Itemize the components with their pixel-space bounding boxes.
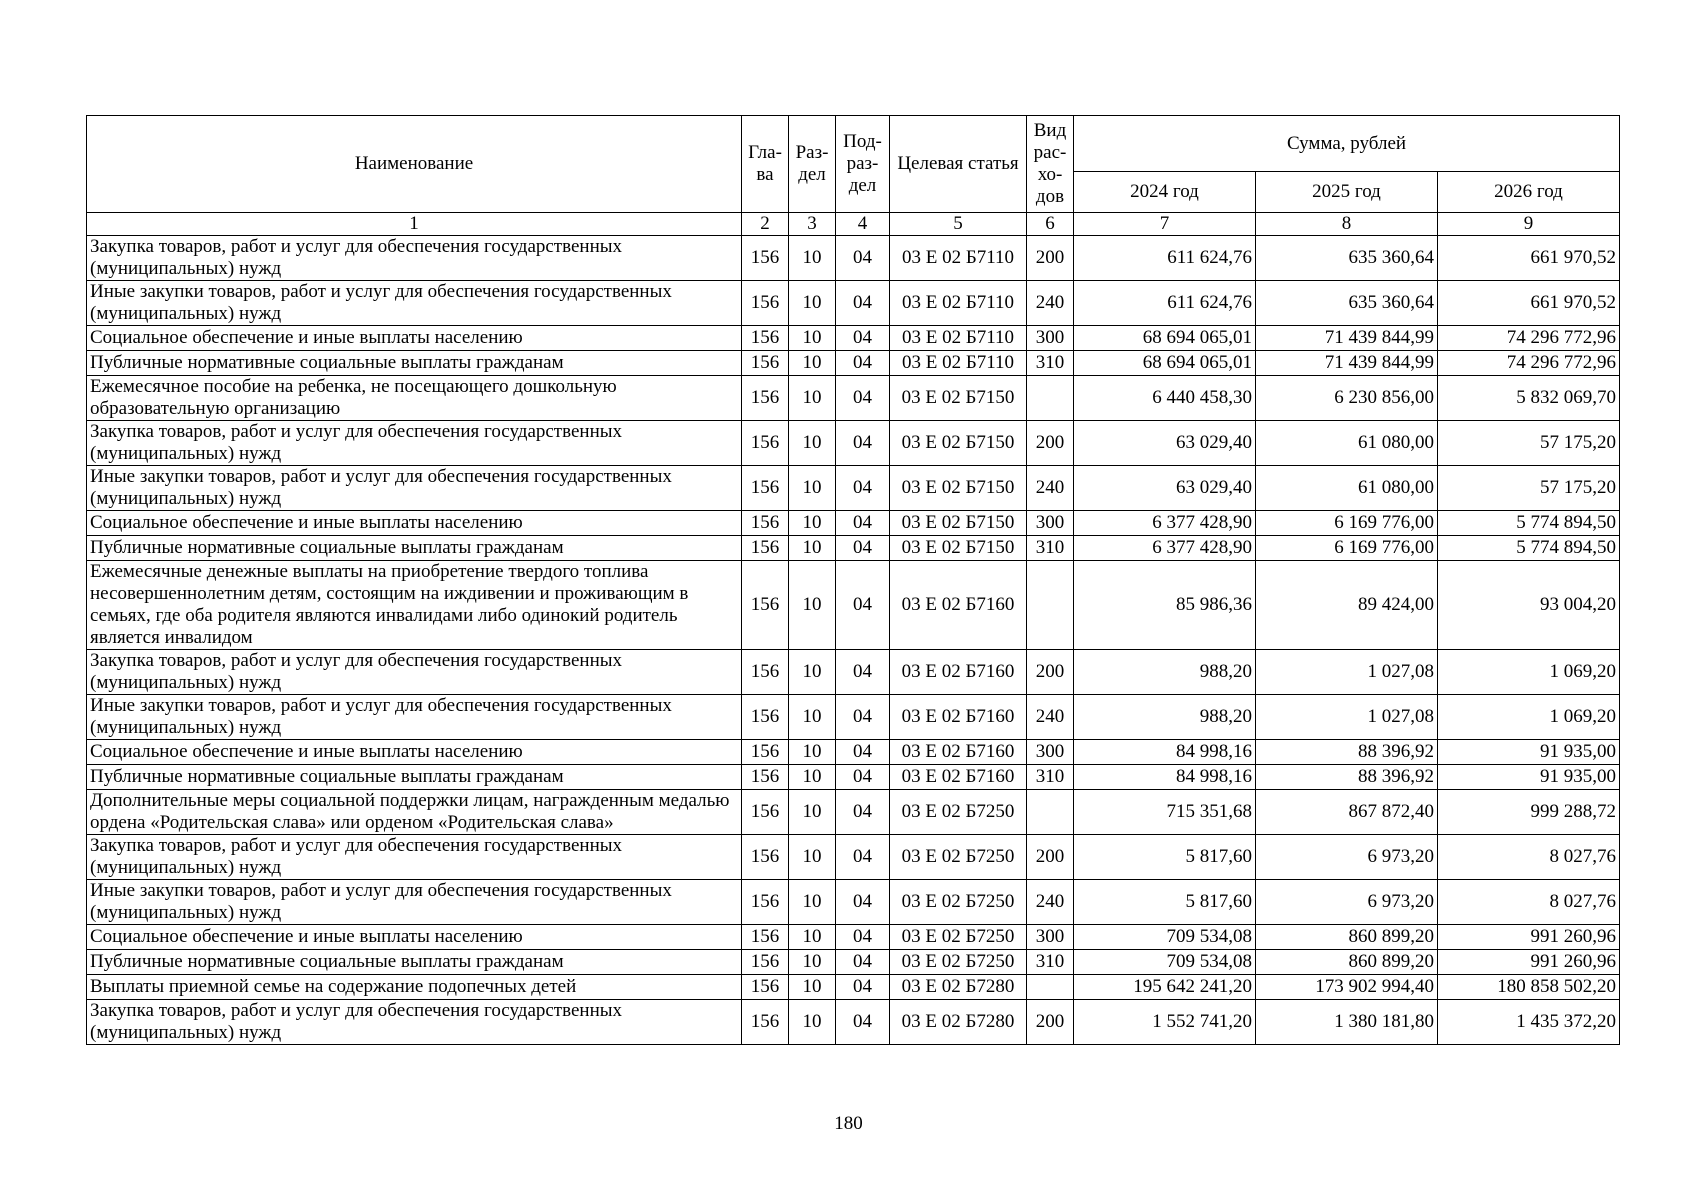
row-glava: 156: [742, 326, 789, 351]
row-vid-rashodov: 240: [1027, 466, 1074, 511]
column-number: 2: [742, 213, 789, 236]
row-vid-rashodov: 310: [1027, 536, 1074, 561]
row-razdel: 10: [789, 376, 836, 421]
header-year-2025: 2025 год: [1256, 172, 1438, 213]
table-row: [87, 511, 1620, 536]
row-razdel: 10: [789, 695, 836, 740]
column-number: 9: [1438, 213, 1620, 236]
row-podrazdel: 04: [836, 376, 890, 421]
row-amount-2025: 173 902 994,40: [1256, 975, 1438, 1000]
row-name: Закупка товаров, работ и услуг для обеспечения государственных (муниципальных) нужд: [87, 650, 742, 695]
row-celevaya-statya: 03 Е 02 Б7280: [890, 975, 1027, 1000]
row-vid-rashodov: [1027, 561, 1074, 650]
row-amount-2026: 5 774 894,50: [1438, 511, 1620, 536]
row-glava: 156: [742, 925, 789, 950]
row-glava: 156: [742, 975, 789, 1000]
row-glava: 156: [742, 765, 789, 790]
row-amount-2025: 6 169 776,00: [1256, 536, 1438, 561]
header-name: Наименование: [87, 116, 742, 213]
row-vid-rashodov: [1027, 790, 1074, 835]
row-amount-2024: 6 440 458,30: [1074, 376, 1256, 421]
row-amount-2024: 85 986,36: [1074, 561, 1256, 650]
column-number: 6: [1027, 213, 1074, 236]
row-podrazdel: 04: [836, 790, 890, 835]
table-row: [87, 236, 1620, 281]
row-celevaya-statya: 03 Е 02 Б7160: [890, 765, 1027, 790]
row-name: Социальное обеспечение и иные выплаты населению: [87, 326, 742, 351]
row-celevaya-statya: 03 Е 02 Б7160: [890, 561, 1027, 650]
row-razdel: 10: [789, 790, 836, 835]
row-razdel: 10: [789, 561, 836, 650]
header-vid-rashodov: Вид рас-хо-дов: [1027, 116, 1074, 213]
row-razdel: 10: [789, 950, 836, 975]
row-razdel: 10: [789, 740, 836, 765]
column-number: 8: [1256, 213, 1438, 236]
row-celevaya-statya: 03 Е 02 Б7250: [890, 950, 1027, 975]
table-body: [87, 236, 1620, 1045]
row-podrazdel: 04: [836, 536, 890, 561]
row-name: Публичные нормативные социальные выплаты гражданам: [87, 351, 742, 376]
row-glava: 156: [742, 950, 789, 975]
row-podrazdel: 04: [836, 765, 890, 790]
table-row: [87, 326, 1620, 351]
row-podrazdel: 04: [836, 925, 890, 950]
row-amount-2024: 1 552 741,20: [1074, 1000, 1256, 1045]
table-row: [87, 740, 1620, 765]
column-number: 4: [836, 213, 890, 236]
row-amount-2025: 6 169 776,00: [1256, 511, 1438, 536]
row-amount-2026: 5 774 894,50: [1438, 536, 1620, 561]
row-glava: 156: [742, 695, 789, 740]
row-glava: 156: [742, 536, 789, 561]
row-celevaya-statya: 03 Е 02 Б7250: [890, 880, 1027, 925]
table-row: [87, 695, 1620, 740]
row-name: Закупка товаров, работ и услуг для обеспечения государственных (муниципальных) нужд: [87, 236, 742, 281]
row-amount-2025: 6 230 856,00: [1256, 376, 1438, 421]
row-amount-2025: 88 396,92: [1256, 765, 1438, 790]
row-vid-rashodov: 240: [1027, 880, 1074, 925]
row-amount-2025: 635 360,64: [1256, 236, 1438, 281]
row-vid-rashodov: 200: [1027, 421, 1074, 466]
row-glava: 156: [742, 561, 789, 650]
row-celevaya-statya: 03 Е 02 Б7150: [890, 466, 1027, 511]
row-amount-2024: 84 998,16: [1074, 740, 1256, 765]
row-razdel: 10: [789, 925, 836, 950]
row-celevaya-statya: 03 Е 02 Б7160: [890, 740, 1027, 765]
row-razdel: 10: [789, 466, 836, 511]
row-name: Ежемесячное пособие на ребенка, не посещающего дошкольную образовательную организацию: [87, 376, 742, 421]
row-amount-2024: 63 029,40: [1074, 421, 1256, 466]
row-amount-2024: 5 817,60: [1074, 835, 1256, 880]
column-number-row: [87, 213, 1620, 236]
row-vid-rashodov: 200: [1027, 650, 1074, 695]
row-amount-2026: 1 069,20: [1438, 650, 1620, 695]
row-podrazdel: 04: [836, 880, 890, 925]
row-celevaya-statya: 03 Е 02 Б7250: [890, 835, 1027, 880]
row-amount-2025: 88 396,92: [1256, 740, 1438, 765]
row-vid-rashodov: [1027, 376, 1074, 421]
row-vid-rashodov: 200: [1027, 835, 1074, 880]
header-summa: Сумма, рублей: [1074, 116, 1620, 172]
row-amount-2026: 91 935,00: [1438, 765, 1620, 790]
row-razdel: 10: [789, 650, 836, 695]
row-podrazdel: 04: [836, 421, 890, 466]
header-razdel: Раз-дел: [789, 116, 836, 213]
row-amount-2026: 57 175,20: [1438, 466, 1620, 511]
row-amount-2026: 661 970,52: [1438, 281, 1620, 326]
row-amount-2026: 991 260,96: [1438, 950, 1620, 975]
header-year-2024: 2024 год: [1074, 172, 1256, 213]
row-amount-2025: 71 439 844,99: [1256, 326, 1438, 351]
table-row: [87, 925, 1620, 950]
row-amount-2024: 6 377 428,90: [1074, 511, 1256, 536]
row-amount-2025: 635 360,64: [1256, 281, 1438, 326]
row-amount-2026: 8 027,76: [1438, 880, 1620, 925]
header-podrazdel: Под-раз-дел: [836, 116, 890, 213]
row-vid-rashodov: 310: [1027, 765, 1074, 790]
row-razdel: 10: [789, 421, 836, 466]
table-row: [87, 421, 1620, 466]
row-amount-2026: 8 027,76: [1438, 835, 1620, 880]
table-row: [87, 561, 1620, 650]
table-row: [87, 790, 1620, 835]
row-amount-2025: 6 973,20: [1256, 835, 1438, 880]
row-razdel: 10: [789, 1000, 836, 1045]
row-celevaya-statya: 03 Е 02 Б7150: [890, 536, 1027, 561]
row-name: Социальное обеспечение и иные выплаты населению: [87, 511, 742, 536]
row-podrazdel: 04: [836, 1000, 890, 1045]
row-amount-2024: 5 817,60: [1074, 880, 1256, 925]
row-glava: 156: [742, 835, 789, 880]
row-amount-2024: 988,20: [1074, 695, 1256, 740]
row-amount-2024: 709 534,08: [1074, 925, 1256, 950]
row-vid-rashodov: [1027, 975, 1074, 1000]
header-celevaya-statya: Целевая статья: [890, 116, 1027, 213]
row-amount-2026: 999 288,72: [1438, 790, 1620, 835]
row-name: Социальное обеспечение и иные выплаты населению: [87, 925, 742, 950]
row-razdel: 10: [789, 511, 836, 536]
row-celevaya-statya: 03 Е 02 Б7280: [890, 1000, 1027, 1045]
row-glava: 156: [742, 880, 789, 925]
row-amount-2026: 1 435 372,20: [1438, 1000, 1620, 1045]
row-razdel: 10: [789, 351, 836, 376]
table-row: [87, 975, 1620, 1000]
row-vid-rashodov: 200: [1027, 1000, 1074, 1045]
row-celevaya-statya: 03 Е 02 Б7110: [890, 281, 1027, 326]
row-amount-2024: 715 351,68: [1074, 790, 1256, 835]
row-podrazdel: 04: [836, 740, 890, 765]
row-podrazdel: 04: [836, 975, 890, 1000]
row-celevaya-statya: 03 Е 02 Б7110: [890, 326, 1027, 351]
row-amount-2026: 57 175,20: [1438, 421, 1620, 466]
table-row: [87, 1000, 1620, 1045]
row-vid-rashodov: 300: [1027, 326, 1074, 351]
row-amount-2024: 611 624,76: [1074, 281, 1256, 326]
row-celevaya-statya: 03 Е 02 Б7150: [890, 511, 1027, 536]
row-celevaya-statya: 03 Е 02 Б7110: [890, 351, 1027, 376]
row-glava: 156: [742, 421, 789, 466]
row-amount-2026: 93 004,20: [1438, 561, 1620, 650]
table-header: [87, 116, 1620, 236]
row-podrazdel: 04: [836, 511, 890, 536]
row-vid-rashodov: 300: [1027, 925, 1074, 950]
table-row: [87, 950, 1620, 975]
row-amount-2024: 611 624,76: [1074, 236, 1256, 281]
row-name: Выплаты приемной семье на содержание подопечных детей: [87, 975, 742, 1000]
row-razdel: 10: [789, 281, 836, 326]
row-podrazdel: 04: [836, 236, 890, 281]
row-razdel: 10: [789, 835, 836, 880]
row-glava: 156: [742, 236, 789, 281]
table-row: [87, 376, 1620, 421]
table-row: [87, 880, 1620, 925]
row-vid-rashodov: 240: [1027, 281, 1074, 326]
column-number: 1: [87, 213, 742, 236]
row-podrazdel: 04: [836, 950, 890, 975]
row-celevaya-statya: 03 Е 02 Б7160: [890, 695, 1027, 740]
row-name: Публичные нормативные социальные выплаты гражданам: [87, 765, 742, 790]
row-amount-2025: 89 424,00: [1256, 561, 1438, 650]
header-year-2026: 2026 год: [1438, 172, 1620, 213]
table-row: [87, 536, 1620, 561]
row-name: Публичные нормативные социальные выплаты гражданам: [87, 536, 742, 561]
row-podrazdel: 04: [836, 695, 890, 740]
row-amount-2026: 661 970,52: [1438, 236, 1620, 281]
row-name: Ежемесячные денежные выплаты на приобретение твердого топлива несовершеннолетним детям, состоящим на иждивении и проживающим в семьях, где оба родителя являются инвалидами либо одинокий родитель является инвалидом: [87, 561, 742, 650]
table-row: [87, 835, 1620, 880]
row-amount-2026: 74 296 772,96: [1438, 326, 1620, 351]
row-name: Закупка товаров, работ и услуг для обеспечения государственных (муниципальных) нужд: [87, 835, 742, 880]
header-glava: Гла-ва: [742, 116, 789, 213]
row-amount-2025: 1 027,08: [1256, 695, 1438, 740]
page-number: 180: [834, 1113, 863, 1134]
row-podrazdel: 04: [836, 650, 890, 695]
row-amount-2024: 988,20: [1074, 650, 1256, 695]
row-glava: 156: [742, 376, 789, 421]
row-amount-2024: 709 534,08: [1074, 950, 1256, 975]
table-row: [87, 281, 1620, 326]
row-amount-2025: 860 899,20: [1256, 950, 1438, 975]
column-number: 7: [1074, 213, 1256, 236]
row-vid-rashodov: 240: [1027, 695, 1074, 740]
row-amount-2025: 867 872,40: [1256, 790, 1438, 835]
row-amount-2024: 68 694 065,01: [1074, 351, 1256, 376]
row-razdel: 10: [789, 765, 836, 790]
row-amount-2026: 991 260,96: [1438, 925, 1620, 950]
row-celevaya-statya: 03 Е 02 Б7250: [890, 790, 1027, 835]
row-glava: 156: [742, 1000, 789, 1045]
row-celevaya-statya: 03 Е 02 Б7150: [890, 376, 1027, 421]
row-vid-rashodov: 200: [1027, 236, 1074, 281]
row-amount-2024: 63 029,40: [1074, 466, 1256, 511]
row-name: Закупка товаров, работ и услуг для обеспечения государственных (муниципальных) нужд: [87, 421, 742, 466]
row-name: Иные закупки товаров, работ и услуг для обеспечения государственных (муниципальных) нужд: [87, 695, 742, 740]
row-amount-2026: 5 832 069,70: [1438, 376, 1620, 421]
row-vid-rashodov: 310: [1027, 950, 1074, 975]
row-celevaya-statya: 03 Е 02 Б7250: [890, 925, 1027, 950]
row-name: Иные закупки товаров, работ и услуг для обеспечения государственных (муниципальных) нужд: [87, 880, 742, 925]
row-amount-2026: 180 858 502,20: [1438, 975, 1620, 1000]
row-podrazdel: 04: [836, 835, 890, 880]
row-amount-2025: 1 027,08: [1256, 650, 1438, 695]
row-podrazdel: 04: [836, 351, 890, 376]
table-row: [87, 351, 1620, 376]
row-razdel: 10: [789, 236, 836, 281]
row-amount-2024: 84 998,16: [1074, 765, 1256, 790]
row-podrazdel: 04: [836, 281, 890, 326]
row-podrazdel: 04: [836, 561, 890, 650]
row-vid-rashodov: 300: [1027, 740, 1074, 765]
row-amount-2026: 1 069,20: [1438, 695, 1620, 740]
row-amount-2025: 61 080,00: [1256, 421, 1438, 466]
row-amount-2024: 195 642 241,20: [1074, 975, 1256, 1000]
row-amount-2025: 1 380 181,80: [1256, 1000, 1438, 1045]
row-amount-2025: 61 080,00: [1256, 466, 1438, 511]
row-razdel: 10: [789, 975, 836, 1000]
row-name: Публичные нормативные социальные выплаты гражданам: [87, 950, 742, 975]
row-vid-rashodov: 310: [1027, 351, 1074, 376]
row-glava: 156: [742, 281, 789, 326]
row-glava: 156: [742, 511, 789, 536]
row-amount-2025: 6 973,20: [1256, 880, 1438, 925]
row-razdel: 10: [789, 880, 836, 925]
row-name: Иные закупки товаров, работ и услуг для обеспечения государственных (муниципальных) нужд: [87, 281, 742, 326]
row-razdel: 10: [789, 326, 836, 351]
row-razdel: 10: [789, 536, 836, 561]
table-row: [87, 466, 1620, 511]
row-amount-2026: 74 296 772,96: [1438, 351, 1620, 376]
row-glava: 156: [742, 650, 789, 695]
row-glava: 156: [742, 351, 789, 376]
row-name: Иные закупки товаров, работ и услуг для обеспечения государственных (муниципальных) нужд: [87, 466, 742, 511]
row-glava: 156: [742, 466, 789, 511]
budget-table: [86, 115, 1620, 1045]
row-celevaya-statya: 03 Е 02 Б7110: [890, 236, 1027, 281]
table-row: [87, 650, 1620, 695]
row-amount-2026: 91 935,00: [1438, 740, 1620, 765]
column-number: 5: [890, 213, 1027, 236]
row-amount-2024: 68 694 065,01: [1074, 326, 1256, 351]
table-row: [87, 765, 1620, 790]
row-glava: 156: [742, 740, 789, 765]
row-celevaya-statya: 03 Е 02 Б7150: [890, 421, 1027, 466]
row-name: Дополнительные меры социальной поддержки лицам, награжденным медалью ордена «Родительская слава» или орденом «Родительская слава»: [87, 790, 742, 835]
row-name: Социальное обеспечение и иные выплаты населению: [87, 740, 742, 765]
column-number: 3: [789, 213, 836, 236]
row-amount-2024: 6 377 428,90: [1074, 536, 1256, 561]
row-vid-rashodov: 300: [1027, 511, 1074, 536]
row-podrazdel: 04: [836, 466, 890, 511]
row-podrazdel: 04: [836, 326, 890, 351]
row-glava: 156: [742, 790, 789, 835]
row-amount-2025: 71 439 844,99: [1256, 351, 1438, 376]
row-celevaya-statya: 03 Е 02 Б7160: [890, 650, 1027, 695]
row-amount-2025: 860 899,20: [1256, 925, 1438, 950]
row-name: Закупка товаров, работ и услуг для обеспечения государственных (муниципальных) нужд: [87, 1000, 742, 1045]
